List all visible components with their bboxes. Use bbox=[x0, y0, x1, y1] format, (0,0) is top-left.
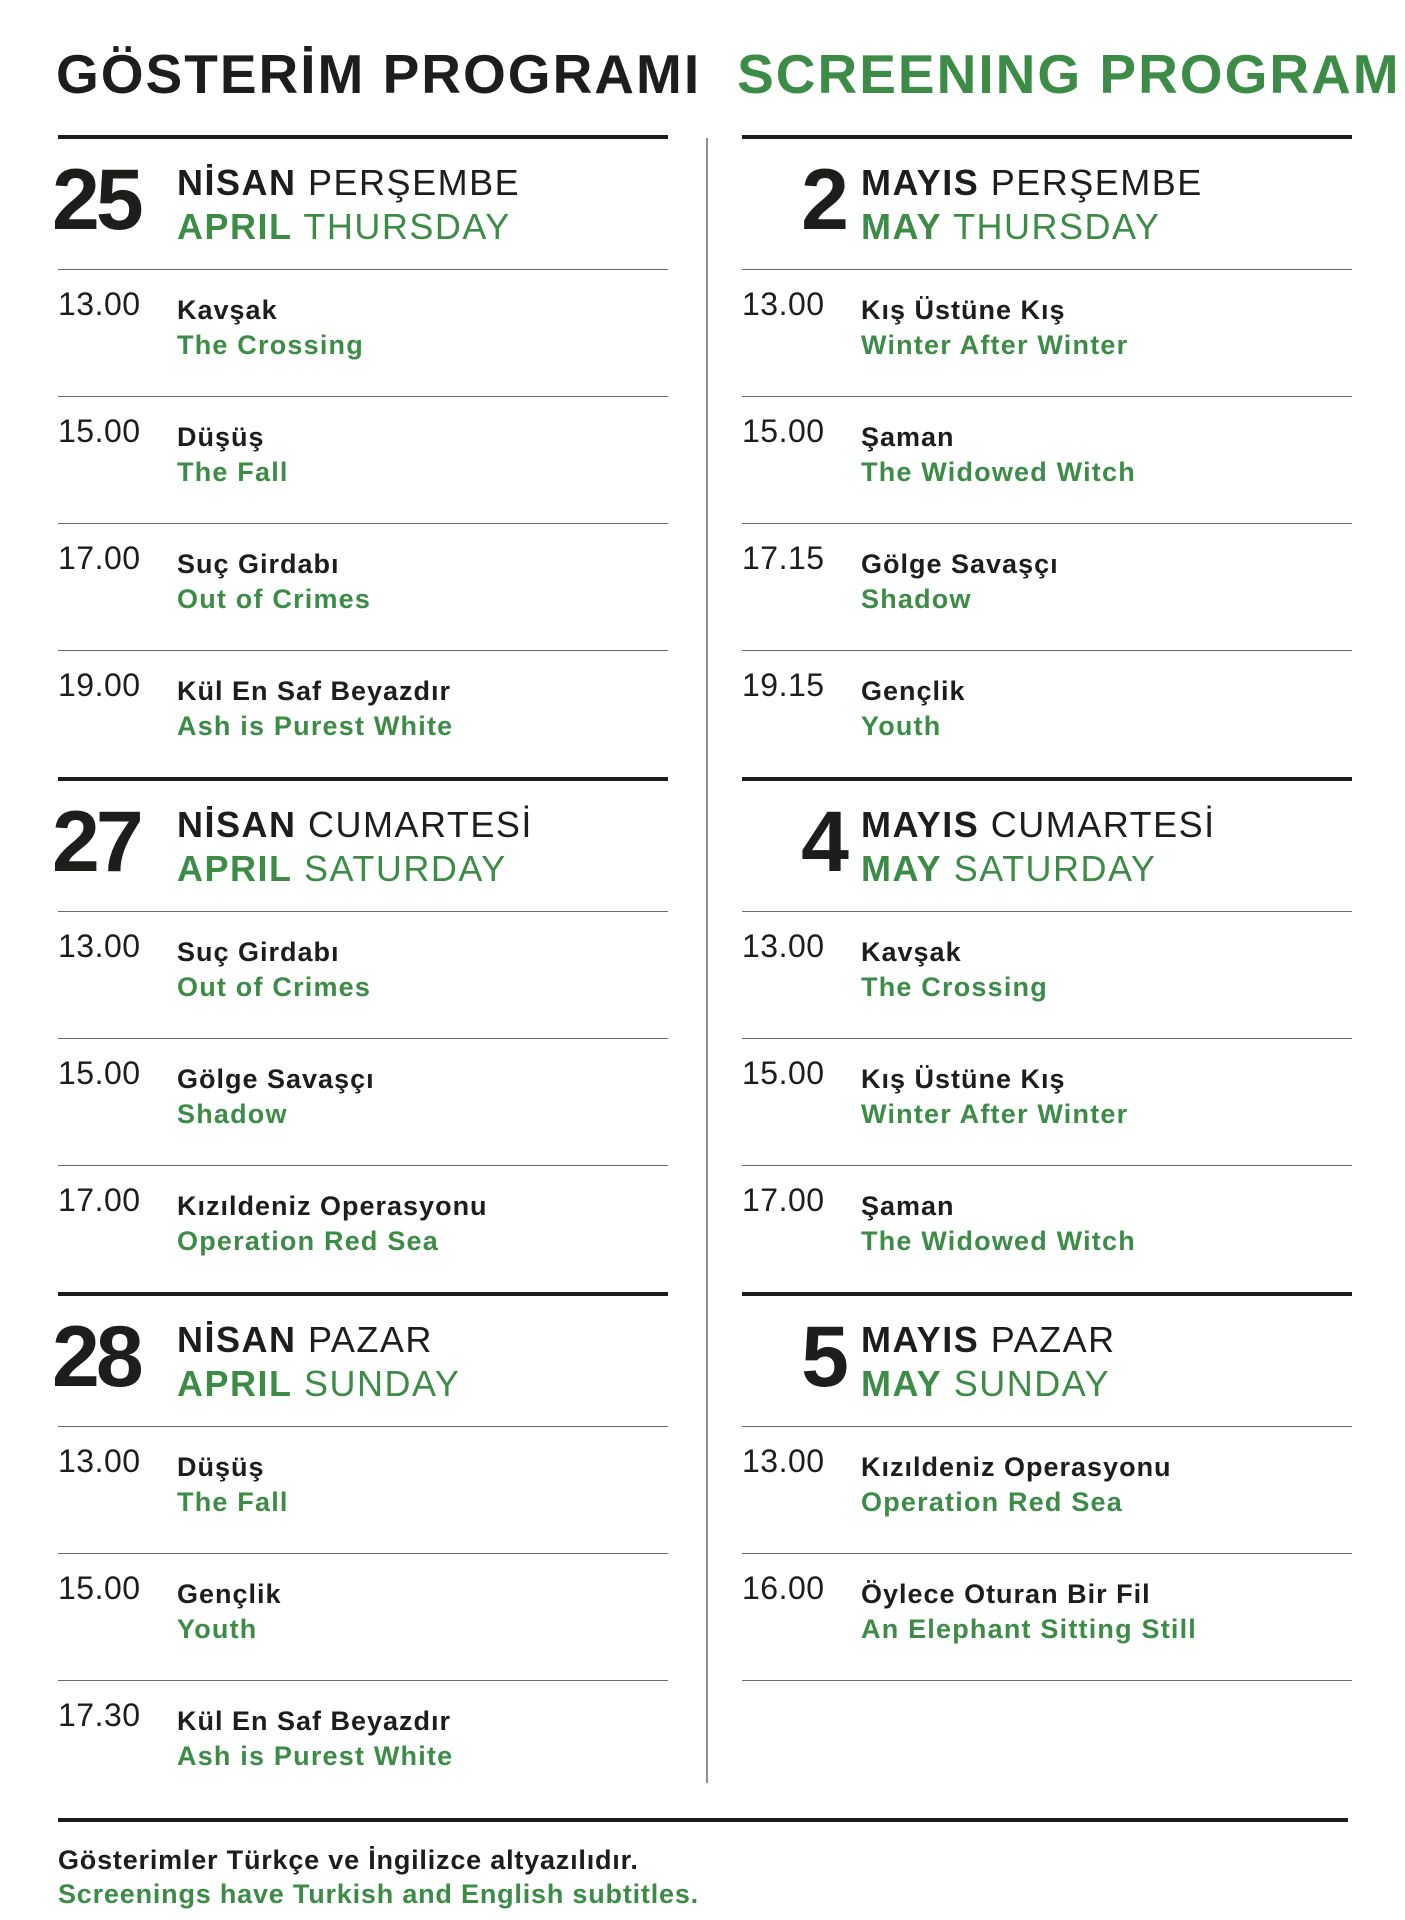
film-title-en: Winter After Winter bbox=[861, 1099, 1129, 1129]
screening-time: 19.15 bbox=[742, 667, 825, 703]
film-title-tr: Gölge Savaşçı bbox=[177, 1064, 375, 1094]
screening-time: 13.00 bbox=[742, 286, 825, 322]
film-title-tr: Şaman bbox=[861, 1191, 955, 1221]
screening-time: 13.00 bbox=[58, 286, 141, 322]
footer-note-en: Screenings have Turkish and English subtitles. bbox=[58, 1879, 699, 1909]
film-title-tr: Suç Girdabı bbox=[177, 549, 340, 579]
screening-row bbox=[58, 524, 668, 651]
month-tr: MAYIS bbox=[861, 804, 980, 845]
screening-row bbox=[58, 270, 668, 397]
footer-rule bbox=[58, 1818, 1348, 1822]
screening-time: 17.15 bbox=[742, 540, 825, 576]
film-title-tr: Şaman bbox=[861, 422, 955, 452]
month-tr: MAYIS bbox=[861, 162, 980, 203]
film-title-tr: Suç Girdabı bbox=[177, 937, 340, 967]
screening-time: 15.00 bbox=[58, 1055, 141, 1091]
weekday-tr: CUMARTESİ bbox=[308, 804, 533, 845]
screening-row bbox=[58, 1554, 668, 1681]
film-title-en: Youth bbox=[861, 711, 942, 741]
film-title-tr: Kızıldeniz Operasyonu bbox=[177, 1191, 488, 1221]
day-block bbox=[52, 777, 668, 1292]
film-title-en: The Crossing bbox=[177, 330, 364, 360]
film-title-tr: Düşüş bbox=[177, 1452, 265, 1482]
screening-time: 15.00 bbox=[742, 1055, 825, 1091]
month-en: APRIL bbox=[177, 848, 293, 889]
column-april bbox=[52, 135, 668, 1807]
weekday-tr: PAZAR bbox=[308, 1319, 433, 1360]
film-title-en: The Fall bbox=[177, 457, 289, 487]
weekday-tr: PAZAR bbox=[990, 1319, 1116, 1360]
page-title bbox=[56, 42, 1401, 112]
screening-row bbox=[742, 912, 1352, 1039]
film-title-tr: Kavşak bbox=[861, 937, 962, 967]
day-header bbox=[742, 1296, 1352, 1427]
film-title-en: Out of Crimes bbox=[177, 972, 372, 1002]
day-labels bbox=[177, 1318, 460, 1406]
screening-row bbox=[58, 1681, 668, 1807]
film-title-en: The Crossing bbox=[861, 972, 1048, 1002]
film-title-en: The Fall bbox=[177, 1487, 289, 1517]
film-title-tr: Gölge Savaşçı bbox=[861, 549, 1059, 579]
film-title-tr: Kül En Saf Beyazdır bbox=[177, 1706, 452, 1736]
screening-time: 13.00 bbox=[742, 928, 825, 964]
screening-row bbox=[58, 1039, 668, 1166]
screening-row bbox=[742, 1554, 1352, 1681]
screening-row bbox=[58, 1166, 668, 1292]
title-turkish: GÖSTERİM PROGRAMI bbox=[56, 43, 702, 105]
month-tr: NİSAN bbox=[177, 162, 297, 203]
month-tr: MAYIS bbox=[861, 1319, 980, 1360]
screening-row bbox=[742, 1427, 1352, 1554]
day-block bbox=[742, 1292, 1352, 1681]
film-title-en: Out of Crimes bbox=[177, 584, 372, 614]
day-block bbox=[52, 1292, 668, 1807]
screening-row bbox=[742, 651, 1352, 777]
weekday-en: SATURDAY bbox=[953, 848, 1157, 889]
screening-row bbox=[58, 651, 668, 777]
day-number: 28 bbox=[52, 1309, 140, 1405]
screening-row bbox=[742, 270, 1352, 397]
weekday-en: THURSDAY bbox=[953, 206, 1161, 247]
day-header bbox=[52, 1296, 668, 1427]
screening-time: 13.00 bbox=[742, 1443, 825, 1479]
screening-time: 17.00 bbox=[58, 1182, 141, 1218]
screening-row bbox=[58, 397, 668, 524]
film-title-tr: Öylece Oturan Bir Fil bbox=[861, 1579, 1151, 1609]
column-divider bbox=[706, 138, 708, 1783]
film-title-en: Ash is Purest White bbox=[177, 711, 454, 741]
month-en: MAY bbox=[861, 206, 943, 247]
screening-time: 17.30 bbox=[58, 1697, 141, 1733]
film-title-en: An Elephant Sitting Still bbox=[861, 1614, 1197, 1644]
day-number: 2 bbox=[801, 152, 845, 248]
weekday-en: THURSDAY bbox=[303, 206, 511, 247]
film-title-en: Shadow bbox=[861, 584, 972, 614]
screening-time: 16.00 bbox=[742, 1570, 825, 1606]
film-title-en: The Widowed Witch bbox=[861, 1226, 1136, 1256]
footer-note-tr: Gösterimler Türkçe ve İngilizce altyazılıdır. bbox=[58, 1845, 639, 1875]
day-header bbox=[52, 139, 668, 270]
film-title-en: The Widowed Witch bbox=[861, 457, 1136, 487]
screening-time: 17.00 bbox=[58, 540, 141, 576]
film-title-en: Winter After Winter bbox=[861, 330, 1129, 360]
film-title-tr: Gençlik bbox=[861, 676, 966, 706]
screening-row bbox=[742, 524, 1352, 651]
day-number: 25 bbox=[52, 152, 140, 248]
weekday-en: SUNDAY bbox=[304, 1363, 461, 1404]
weekday-tr: PERŞEMBE bbox=[990, 162, 1203, 203]
month-en: APRIL bbox=[177, 1363, 293, 1404]
weekday-en: SATURDAY bbox=[304, 848, 507, 889]
film-title-en: Shadow bbox=[177, 1099, 288, 1129]
screening-row bbox=[58, 1427, 668, 1554]
month-tr: NİSAN bbox=[177, 804, 297, 845]
day-number: 5 bbox=[801, 1309, 845, 1405]
screening-row bbox=[742, 1166, 1352, 1292]
day-labels bbox=[861, 803, 1216, 891]
weekday-tr: CUMARTESİ bbox=[990, 804, 1216, 845]
film-title-tr: Kavşak bbox=[177, 295, 278, 325]
footer-note bbox=[58, 1843, 699, 1911]
screening-time: 13.00 bbox=[58, 928, 141, 964]
month-tr: NİSAN bbox=[177, 1319, 297, 1360]
day-block bbox=[742, 777, 1352, 1292]
screening-time: 15.00 bbox=[58, 1570, 141, 1606]
film-title-tr: Kül En Saf Beyazdır bbox=[177, 676, 452, 706]
film-title-en: Ash is Purest White bbox=[177, 1741, 454, 1771]
screening-time: 17.00 bbox=[742, 1182, 825, 1218]
day-number: 4 bbox=[801, 794, 845, 890]
day-number: 27 bbox=[52, 794, 140, 890]
day-header bbox=[52, 781, 668, 912]
day-labels bbox=[861, 161, 1203, 249]
screening-row bbox=[58, 912, 668, 1039]
day-block bbox=[742, 135, 1352, 777]
film-title-en: Youth bbox=[177, 1614, 258, 1644]
weekday-tr: PERŞEMBE bbox=[308, 162, 521, 203]
screening-time: 19.00 bbox=[58, 667, 141, 703]
month-en: MAY bbox=[861, 848, 943, 889]
month-en: APRIL bbox=[177, 206, 293, 247]
month-en: MAY bbox=[861, 1363, 943, 1404]
weekday-en: SUNDAY bbox=[953, 1363, 1111, 1404]
column-may bbox=[742, 135, 1352, 1681]
day-header bbox=[742, 139, 1352, 270]
screening-row bbox=[742, 1039, 1352, 1166]
film-title-en: Operation Red Sea bbox=[177, 1226, 439, 1256]
film-title-en: Operation Red Sea bbox=[861, 1487, 1123, 1517]
film-title-tr: Kış Üstüne Kış bbox=[861, 1064, 1066, 1094]
day-block bbox=[52, 135, 668, 777]
screening-time: 15.00 bbox=[742, 413, 825, 449]
day-labels bbox=[177, 803, 533, 891]
day-header bbox=[742, 781, 1352, 912]
day-labels bbox=[177, 161, 520, 249]
day-labels bbox=[861, 1318, 1116, 1406]
screening-row bbox=[742, 397, 1352, 524]
film-title-tr: Düşüş bbox=[177, 422, 265, 452]
screening-time: 15.00 bbox=[58, 413, 141, 449]
film-title-tr: Kızıldeniz Operasyonu bbox=[861, 1452, 1172, 1482]
screening-time: 13.00 bbox=[58, 1443, 141, 1479]
film-title-tr: Gençlik bbox=[177, 1579, 282, 1609]
title-english: SCREENING PROGRAM bbox=[737, 43, 1401, 105]
film-title-tr: Kış Üstüne Kış bbox=[861, 295, 1066, 325]
